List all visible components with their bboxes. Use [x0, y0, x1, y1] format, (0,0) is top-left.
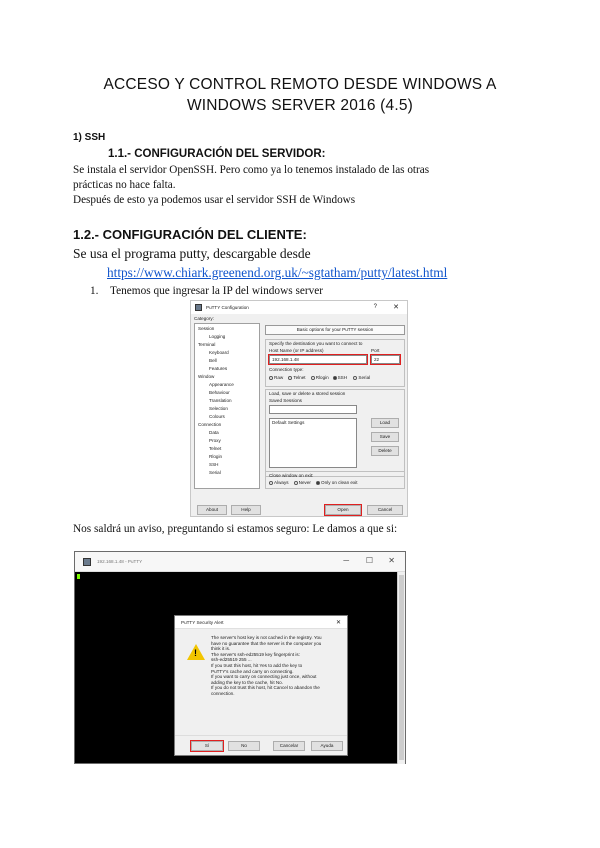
help-icon[interactable]: ? [373, 304, 377, 310]
subheading-server-config: 1.1.- CONFIGURACIÓN DEL SERVIDOR: [108, 148, 326, 160]
radio-always[interactable]: Always [269, 480, 289, 485]
putty-configuration-screenshot [190, 300, 408, 517]
delete-button[interactable]: Delete [371, 446, 399, 456]
scrollbar-thumb[interactable] [399, 575, 404, 760]
alert-message-line: PuTTY's cache and carry on connecting. [211, 668, 294, 674]
tree-item-colours[interactable]: Colours [209, 414, 225, 419]
alert-message [211, 635, 344, 697]
alert-message-line: The server's host key is not cached in the registry. You [211, 635, 322, 640]
maximize-icon[interactable]: ☐ [365, 556, 373, 565]
title-line-1: ACCESO Y CONTROL REMOTO DESDE WINDOWS A [103, 76, 497, 93]
tree-item-features[interactable]: Features [209, 366, 228, 371]
tree-item-proxy[interactable]: Proxy [209, 438, 221, 443]
radio-serial[interactable]: Serial [353, 375, 370, 380]
terminal-cursor [77, 574, 80, 579]
security-alert-dialog [174, 615, 348, 756]
putty-download-link[interactable]: https://www.chiark.greenend.org.uk/~sgtatham/putty/latest.html [107, 265, 448, 280]
host-name-label: Host Name (or IP address) [269, 348, 324, 353]
putty-security-alert-screenshot [74, 551, 406, 764]
alert-message-line: connection. [211, 690, 235, 696]
alert-message-line: think it is. [211, 646, 231, 652]
help-button[interactable]: Ayuda [311, 741, 343, 751]
tree-item-serial[interactable]: Serial [209, 470, 221, 475]
tree-item-logging[interactable]: Logging [209, 334, 226, 339]
paragraph-openssh-line-2: prácticas no hace falta. [73, 179, 176, 191]
tree-item-terminal[interactable]: Terminal [198, 342, 216, 347]
terminal-titlebar [75, 552, 405, 572]
alert-message-line: adding the key to the cache, hit No. [211, 679, 284, 685]
tree-item-connection[interactable]: Connection [198, 422, 222, 427]
paragraph-warning: Nos saldrá un aviso, preguntando si estamos seguro: Le damos a que si: [73, 523, 398, 535]
radio-telnet[interactable]: Telnet [288, 375, 305, 380]
cancel-button[interactable]: Cancelar [273, 741, 305, 751]
yes-button[interactable]: Sí [191, 741, 223, 751]
radio-rlogin[interactable]: Rlogin [311, 375, 329, 380]
tree-item-telnet[interactable]: Telnet [209, 446, 222, 451]
subheading-client-config: 1.2.- CONFIGURACIÓN DEL CLIENTE: [73, 227, 307, 242]
radio-raw[interactable]: Raw [269, 375, 283, 380]
alert-message-line: ssh-ed25519 255 ... [211, 657, 252, 663]
connection-type-options [269, 375, 370, 380]
minimize-icon[interactable]: ─ [343, 556, 349, 565]
dialog-button-bar [175, 735, 347, 755]
tree-item-data[interactable]: Data [209, 430, 219, 435]
tree-item-behaviour[interactable]: Behaviour [209, 390, 230, 395]
tree-item-session[interactable]: Session [198, 326, 215, 331]
port-label: Port [371, 348, 380, 353]
close-on-exit-label: Close window on exit: [269, 473, 314, 478]
load-save-label: Load, save or delete a stored session [269, 391, 346, 396]
radio-ssh[interactable]: SSH [333, 375, 347, 380]
alert-message-line: have no guarantee that the server is the computer you [211, 640, 322, 646]
open-button[interactable]: Open [325, 505, 361, 515]
about-button[interactable]: About [197, 505, 227, 515]
cancel-button[interactable]: Cancel [367, 505, 403, 515]
document-title [60, 74, 540, 116]
sessions-list[interactable] [269, 418, 357, 468]
terminal-scrollbar[interactable] [397, 572, 405, 764]
tree-item-appearance[interactable]: Appearance [209, 382, 234, 387]
dialog-title: PuTTY Security Alert [175, 616, 347, 629]
list-item-1 [90, 285, 323, 297]
port-input[interactable]: 22 [371, 355, 400, 364]
alert-message-line: If you trust this host, hit Yes to add the key to [211, 662, 303, 668]
warning-icon-glyph: ! [194, 648, 197, 658]
terminal-title: 192.168.1.48 - PuTTY [97, 559, 143, 564]
tree-item-keyboard[interactable]: Keyboard [209, 350, 229, 355]
list-item-text: Tenemos que ingresar la IP del windows server [110, 285, 324, 297]
save-button[interactable]: Save [371, 432, 399, 442]
tree-item-rlogin[interactable]: Rlogin [209, 454, 223, 459]
paragraph-openssh-line-1: Se instala el servidor OpenSSH. Pero como ya lo tenemos instalado de las otras [73, 164, 430, 176]
alert-message-line: The server's ssh-ed25519 key fingerprint is: [211, 651, 300, 657]
title-line-2: WINDOWS SERVER 2016 (4.5) [186, 97, 414, 114]
basic-options-header: Basic options for your PuTTY session [265, 325, 405, 335]
close-on-exit-options [269, 480, 358, 485]
tree-item-translation[interactable]: Translation [209, 398, 232, 403]
saved-sessions-label: Saved Sessions [269, 398, 302, 403]
no-button[interactable]: No [228, 741, 260, 751]
putty-icon [195, 304, 202, 311]
tree-item-window[interactable]: Window [198, 374, 215, 379]
host-name-input[interactable]: 192.168.1.48 [269, 355, 367, 364]
category-tree[interactable] [194, 323, 260, 489]
alert-message-line: If you do not trust this host, hit Cancel to abandon the [211, 685, 320, 691]
help-button[interactable]: Help [231, 505, 261, 515]
close-icon[interactable]: ✕ [393, 304, 399, 311]
specify-destination-label: Specify the destination you want to connect to [269, 341, 363, 346]
tree-item-bell[interactable]: Bell [209, 358, 217, 363]
window-title: PuTTY Configuration [206, 305, 249, 310]
alert-message-line: If you want to carry on connecting just once, without [211, 674, 317, 680]
paragraph-openssh [73, 163, 429, 193]
warning-icon [187, 644, 205, 660]
connection-type-label: Connection type: [269, 367, 304, 372]
radio-never[interactable]: Never [294, 480, 311, 485]
tree-item-ssh[interactable]: SSH [209, 462, 219, 467]
putty-icon [83, 558, 91, 566]
close-icon[interactable]: ✕ [388, 556, 395, 565]
list-number: 1. [90, 285, 99, 297]
tree-item-selection[interactable]: Selection [209, 406, 228, 411]
window-titlebar [191, 301, 407, 314]
category-label: Category: [194, 316, 214, 321]
session-item-default[interactable]: Default Settings [272, 420, 305, 425]
paragraph-ssh-ready: Después de esto ya podemos usar el servidor SSH de Windows [73, 194, 356, 206]
radio-only-clean-exit[interactable]: Only on clean exit [316, 480, 358, 485]
paragraph-putty: Se usa el programa putty, descargable desde [73, 246, 311, 261]
saved-sessions-input[interactable] [269, 405, 357, 414]
section-heading-ssh: 1) SSH [73, 132, 106, 143]
load-button[interactable]: Load [371, 418, 399, 428]
dialog-close-icon[interactable]: ✕ [335, 620, 341, 626]
